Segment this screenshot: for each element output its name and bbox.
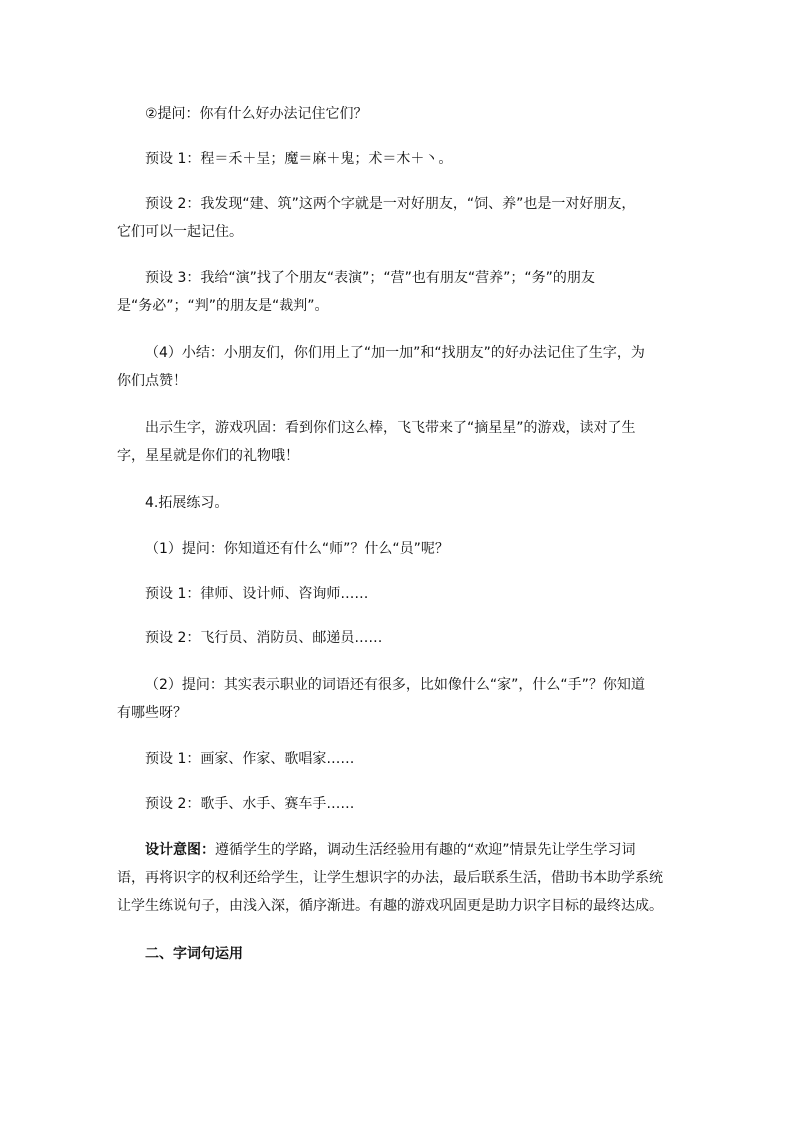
extension-question-1: （1）提问：你知道还有什么“师”？什么“员”呢？ xyxy=(145,541,449,557)
extension-question-2-line-1: （2）提问：其实表示职业的词语还有很多，比如像什么“家”，什么“手”？你知道 xyxy=(145,677,645,693)
design-intent-text: 遵循学生的学路，调动生活经验用有趣的“欢迎”情景先让学生学习词 xyxy=(215,842,636,858)
question-prompt: ②提问：你有什么好办法记住它们？ xyxy=(145,106,368,122)
summary-line-2: 你们点赞！ xyxy=(117,373,187,389)
game-line-1: 出示生字，游戏巩固：看到你们这么棒，飞飞带来了“摘星星”的游戏，读对了生 xyxy=(145,420,636,436)
extension-q1-preset-2: 预设 2：飞行员、消防员、邮递员…… xyxy=(145,630,383,646)
preset-1: 预设 1：程＝禾＋呈；魔＝麻＋鬼；术＝木＋丶。 xyxy=(145,151,453,167)
game-line-2: 字，星星就是你们的礼物哦！ xyxy=(117,448,299,464)
extension-question-2-line-2: 有哪些呀？ xyxy=(117,705,187,721)
extension-q2-preset-1: 预设 1：画家、作家、歌唱家…… xyxy=(145,751,355,767)
extension-q2-preset-2: 预设 2：歌手、水手、赛车手…… xyxy=(145,796,355,812)
preset-2-line-2: 它们可以一起记住。 xyxy=(117,224,243,240)
design-intent-line-1 xyxy=(145,840,705,860)
preset-3-line-1: 预设 3：我给“演”找了个朋友“表演”；“营”也有朋友“营养”；“务”的朋友 xyxy=(145,270,595,286)
extension-title: 4.拓展练习。 xyxy=(145,495,229,511)
preset-3-line-2: 是“务必”；“判”的朋友是“裁判”。 xyxy=(117,298,329,314)
summary-line-1: （4）小结：小朋友们，你们用上了“加一加”和“找朋友”的好办法记住了生字，为 xyxy=(145,345,645,361)
extension-q1-preset-1: 预设 1：律师、设计师、咨询师…… xyxy=(145,586,369,602)
design-intent-line-2: 语，再将识字的权利还给学生，让学生想识字的办法，最后联系生活，借助书本助学系统 xyxy=(117,870,663,886)
design-intent-label: 设计意图： xyxy=(145,842,215,858)
design-intent-line-3: 让学生练说句子，由浅入深，循序渐进。有趣的游戏巩固更是助力识字目标的最终达成。 xyxy=(117,898,663,914)
section-heading: 二、字词句运用 xyxy=(145,946,243,962)
preset-2-line-1: 预设 2：我发现“建、筑”这两个字就是一对好朋友，“饲、养”也是一对好朋友， xyxy=(145,196,636,212)
